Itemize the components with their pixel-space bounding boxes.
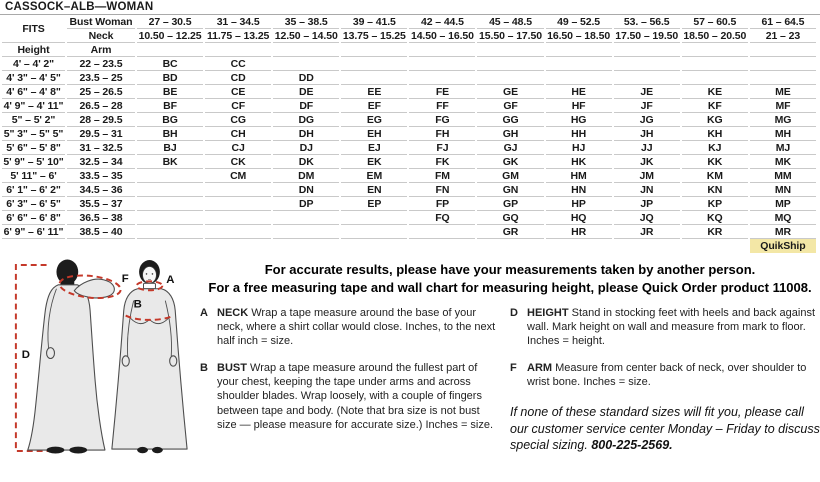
instruction-term: BUST <box>217 362 247 375</box>
height-cell: 5" 3" – 5" 5" <box>3 127 64 140</box>
size-cell: FQ <box>409 211 475 225</box>
neck-range-cell: 21 – 23 <box>750 29 816 43</box>
size-cell: KF <box>682 99 748 113</box>
size-cell-quickship: EJ <box>341 141 407 155</box>
size-cell: CJ <box>205 141 271 155</box>
bust-range-cell: 27 – 30.5 <box>137 15 203 29</box>
intro-note-line2: For a free measuring tape and wall chart for measuring height, please Quick Order product 11008. <box>208 279 812 295</box>
arm-cell: 38.5 – 40 <box>67 225 135 239</box>
footer-spacer-cell <box>205 239 271 253</box>
arm-cell: 26.5 – 28 <box>67 99 135 113</box>
size-cell: CM <box>205 169 271 183</box>
bust-range-cell: 31 – 34.5 <box>205 15 271 29</box>
instructions-right-column <box>510 306 820 454</box>
size-cell: MF <box>750 99 816 113</box>
size-cell-unavailable <box>546 57 612 71</box>
size-cell: FE <box>409 85 475 99</box>
size-cell-quickship: CH <box>205 127 271 141</box>
size-cell-unavailable <box>682 57 748 71</box>
size-cell: GG <box>477 113 543 127</box>
bust-range-cell: 39 – 41.5 <box>341 15 407 29</box>
size-cell: BK <box>137 155 203 169</box>
size-cell-quickship: EG <box>341 113 407 127</box>
size-cell-unavailable <box>341 225 407 239</box>
size-cell-quickship: HN <box>546 183 612 197</box>
height-cell: 5' 6" – 5' 8" <box>2 141 65 155</box>
size-cell: HF <box>546 99 612 113</box>
size-cell-unavailable <box>546 71 612 85</box>
instruction-bust-text <box>217 361 500 431</box>
arm-cell: 23.5 – 25 <box>67 71 135 85</box>
arm-column-label: Arm <box>67 43 135 57</box>
neck-range-cell: 14.50 – 16.50 <box>410 29 474 42</box>
bust-range-cell: 45 – 48.5 <box>477 15 543 29</box>
front-figure-hand <box>122 356 129 366</box>
size-cell-unavailable <box>137 211 203 225</box>
size-cell: DN <box>273 183 339 197</box>
size-cell-quickship: GK <box>477 155 543 169</box>
front-figure-hand <box>170 356 177 366</box>
arm-cell: 25 – 26.5 <box>67 85 135 99</box>
height-cell: 6' 9" – 6' 11" <box>3 225 64 238</box>
instruction-arm-text <box>527 361 820 389</box>
size-cell: MH <box>750 127 816 141</box>
size-cell-unavailable <box>341 57 407 71</box>
label-f: F <box>121 272 129 285</box>
size-cell: KM <box>682 169 748 183</box>
footer-spacer-cell <box>682 239 748 253</box>
size-cell-unavailable <box>341 211 407 225</box>
size-cell: GE <box>477 85 543 99</box>
size-cell-quickship: GM <box>477 169 543 183</box>
instruction-neck <box>200 306 500 348</box>
height-cell: 4' – 4' 2" <box>2 57 65 71</box>
footer-spacer-cell <box>2 239 65 253</box>
height-cell: 5' 11" – 6' <box>2 169 65 183</box>
page-title: CASSOCK–ALB—WOMAN <box>0 0 820 15</box>
size-cell: JQ <box>614 211 680 225</box>
size-cell: EE <box>341 85 407 99</box>
size-cell-unavailable <box>341 71 407 85</box>
height-cell: 4' 3" – 4' 5" <box>2 71 65 85</box>
back-figure-hand <box>47 348 55 359</box>
size-cell-quickship: HK <box>546 155 612 169</box>
footer-spacer-cell <box>341 239 407 253</box>
footer-spacer-cell <box>409 239 475 253</box>
header-spacer-cell <box>341 43 407 57</box>
size-cell: KH <box>682 127 748 141</box>
size-cell: MG <box>750 113 816 127</box>
arm-cell: 32.5 – 34 <box>67 155 135 169</box>
size-cell-unavailable <box>409 225 475 239</box>
header-spacer-cell <box>614 43 680 57</box>
size-cell-quickship: DJ <box>273 141 339 155</box>
instruction-term: NECK <box>217 307 249 320</box>
intro-note <box>198 261 820 296</box>
size-cell: GR <box>477 225 543 239</box>
size-cell-quickship: FK <box>409 155 475 169</box>
phone-number: 800-225-2569. <box>591 438 673 453</box>
cassock-figures-illustration <box>5 259 195 461</box>
size-cell: KQ <box>682 211 748 225</box>
size-cell: MM <box>750 169 816 183</box>
instruction-body: Wrap a tape measure around the base of your neck, where a shirt collar would close. Inches, to the next half inch = size. <box>217 307 496 348</box>
front-figure-collar <box>144 283 156 288</box>
size-cell: JM <box>614 169 680 183</box>
height-cell: 5' 9" – 5' 10" <box>3 155 64 168</box>
size-cell: KP <box>682 197 748 211</box>
instruction-letter-d: D <box>510 307 518 320</box>
size-cell: KK <box>682 155 748 169</box>
neck-range-cell: 10.50 – 12.25 <box>138 29 202 42</box>
size-cell: BD <box>137 71 203 85</box>
instruction-body: Stand in stocking feet with heels and back against wall. Mark height on wall and measure from mark to floor. Inches = height. <box>527 307 815 348</box>
size-cell-unavailable <box>477 57 543 71</box>
size-cell-quickship: FH <box>409 127 475 141</box>
size-cell: DE <box>273 85 339 99</box>
instruction-bust <box>200 361 500 431</box>
size-cell: CC <box>205 57 271 71</box>
height-cell: 6' 3" – 6' 5" <box>2 197 65 211</box>
special-sizing-note <box>510 404 820 454</box>
label-d: D <box>21 349 31 362</box>
size-cell: JK <box>614 155 680 169</box>
size-cell: EN <box>341 183 407 197</box>
header-spacer-cell <box>477 43 543 57</box>
size-cell-unavailable <box>409 57 475 71</box>
instruction-neck-text <box>217 306 500 348</box>
footer-spacer-cell <box>477 239 543 253</box>
front-figure-foot <box>137 447 148 453</box>
bust-range-cell: 42 – 44.5 <box>409 15 475 29</box>
arm-cell: 34.5 – 36 <box>67 183 135 197</box>
size-cell: BG <box>137 113 203 127</box>
size-cell: MK <box>750 155 816 169</box>
size-cell-unavailable <box>750 57 816 71</box>
size-cell: MP <box>750 197 816 211</box>
header-spacer-cell <box>205 43 271 57</box>
size-cell: CK <box>205 155 271 169</box>
back-figure-robe <box>28 285 105 450</box>
size-cell: HH <box>546 127 612 141</box>
size-cell-unavailable <box>205 183 271 197</box>
size-cell: JH <box>614 127 680 141</box>
size-cell-unavailable <box>273 57 339 71</box>
instruction-letter-f: F <box>510 362 517 375</box>
size-cell: JJ <box>614 141 680 155</box>
bust-range-cell: 61 – 64.5 <box>750 15 816 29</box>
footer-spacer-cell <box>614 239 680 253</box>
size-cell: DM <box>273 169 339 183</box>
size-cell: CE <box>205 85 271 99</box>
size-cell: DP <box>273 197 339 211</box>
size-cell-quickship: FM <box>409 169 475 183</box>
size-cell: KN <box>682 183 748 197</box>
size-cell: FG <box>409 113 475 127</box>
neck-range-cell: 13.75 – 15.25 <box>342 29 406 42</box>
neck-range-cell: 18.50 – 20.50 <box>683 29 747 42</box>
instruction-letter-b: B <box>200 362 208 375</box>
neck-range-cell: 17.50 – 19.50 <box>615 29 679 42</box>
size-cell-quickship: EM <box>341 169 407 183</box>
size-cell: HP <box>546 197 612 211</box>
footer-spacer-cell <box>67 239 135 253</box>
height-cell: 4' 6" – 4' 8" <box>2 85 65 99</box>
footer-spacer-cell <box>546 239 612 253</box>
header-spacer-cell <box>750 43 816 57</box>
size-cell-unavailable <box>205 197 271 211</box>
height-column-label: Height <box>2 43 65 57</box>
arm-cell: 31 – 32.5 <box>67 141 135 155</box>
front-figure <box>112 260 187 453</box>
size-cell: MR <box>750 225 816 239</box>
size-cell: KG <box>682 113 748 127</box>
size-cell: BF <box>137 99 203 113</box>
size-cell: MJ <box>750 141 816 155</box>
size-cell: HJ <box>546 141 612 155</box>
size-cell-quickship: FJ <box>409 141 475 155</box>
arm-cell: 35.5 – 37 <box>67 197 135 211</box>
bust-range-cell: 53. – 56.5 <box>614 15 680 29</box>
size-cell-unavailable <box>273 225 339 239</box>
size-cell-quickship: EH <box>341 127 407 141</box>
intro-note-line1: For accurate results, please have your measurements taken by another person. <box>264 262 756 277</box>
size-cell: CF <box>205 99 271 113</box>
special-sizing-text: If none of these standard sizes will fit you, please call our customer service center Monday – Friday to discuss special sizing. <box>510 405 820 453</box>
size-cell-quickship: CG <box>205 113 271 127</box>
instruction-body: Wrap a tape measure around the fullest part of your chest, keeping the tape under arms and across shoulder blades. Wrap loosely, with a couple of fingers between tape and body. (Note that bra size is not bust size — please measure for accurate size.) Inches = size. <box>217 362 494 431</box>
measuring-section <box>0 253 820 466</box>
instruction-term: ARM <box>527 362 553 375</box>
size-cell: FP <box>409 197 475 211</box>
size-cell: HE <box>546 85 612 99</box>
height-cell: 4' 9" – 4' 11" <box>3 99 64 112</box>
size-cell: BC <box>137 57 203 71</box>
size-cell: DD <box>273 71 339 85</box>
size-cell: MN <box>750 183 816 197</box>
arm-cell: 33.5 – 35 <box>67 169 135 183</box>
arm-cell: 22 – 23.5 <box>67 57 135 71</box>
measurement-figure <box>0 257 198 466</box>
size-cell-unavailable <box>137 197 203 211</box>
size-cell-quickship: EK <box>341 155 407 169</box>
size-cell: EP <box>341 197 407 211</box>
front-figure-foot <box>152 447 163 453</box>
label-b: B <box>133 298 142 311</box>
header-spacer-cell <box>682 43 748 57</box>
arm-cell: 36.5 – 38 <box>67 211 135 225</box>
footer-spacer-cell <box>273 239 339 253</box>
front-figure-eye <box>152 273 154 275</box>
instruction-term: HEIGHT <box>527 307 569 320</box>
bust-range-cell: 35 – 38.5 <box>273 15 339 29</box>
arm-cell: 28 – 29.5 <box>67 113 135 127</box>
size-cell: JP <box>614 197 680 211</box>
size-cell-quickship: DK <box>273 155 339 169</box>
height-cell: 6' 6" – 6' 8" <box>2 211 65 225</box>
front-figure-eye <box>146 273 148 275</box>
back-figure <box>28 260 115 454</box>
size-cell: MQ <box>750 211 816 225</box>
size-cell-unavailable <box>273 211 339 225</box>
footer-spacer-cell <box>137 239 203 253</box>
size-cell-quickship: HM <box>546 169 612 183</box>
size-cell: EF <box>341 99 407 113</box>
header-spacer-cell <box>546 43 612 57</box>
measuring-instructions <box>198 257 820 466</box>
size-cell: KR <box>682 225 748 239</box>
size-cell: BJ <box>137 141 203 155</box>
header-spacer-cell <box>409 43 475 57</box>
size-cell-quickship: FN <box>409 183 475 197</box>
size-cell-unavailable <box>205 225 271 239</box>
size-cell: KJ <box>682 141 748 155</box>
size-cell-unavailable <box>137 225 203 239</box>
size-cell-quickship: GN <box>477 183 543 197</box>
instruction-height <box>510 306 820 348</box>
size-cell: JN <box>614 183 680 197</box>
size-cell: BH <box>137 127 203 141</box>
arm-cell: 29.5 – 31 <box>67 127 135 141</box>
fits-cell: FITS <box>2 15 65 43</box>
bust-woman-label: Bust Woman <box>67 15 135 29</box>
size-cell: HG <box>546 113 612 127</box>
size-cell-unavailable <box>614 71 680 85</box>
size-cell: BE <box>137 85 203 99</box>
size-cell-unavailable <box>614 57 680 71</box>
quikship-badge: QuikShip <box>750 239 816 253</box>
header-spacer-cell <box>137 43 203 57</box>
size-cell-unavailable <box>137 169 203 183</box>
back-figure-foot <box>47 447 65 454</box>
size-cell: JF <box>614 99 680 113</box>
size-cell: JE <box>614 85 680 99</box>
neck-range-cell: 16.50 – 18.50 <box>547 29 611 42</box>
size-cell: HQ <box>546 211 612 225</box>
bust-range-cell: 57 – 60.5 <box>682 15 748 29</box>
neck-label: Neck <box>67 29 135 43</box>
size-cell: ME <box>750 85 816 99</box>
height-cell: 5" – 5' 2" <box>2 113 65 127</box>
size-cell: JR <box>614 225 680 239</box>
size-cell-unavailable <box>477 71 543 85</box>
size-cell-quickship: DH <box>273 127 339 141</box>
size-cell-unavailable <box>205 211 271 225</box>
size-cell: KE <box>682 85 748 99</box>
size-cell: GQ <box>477 211 543 225</box>
height-cell: 6' 1" – 6' 2" <box>2 183 65 197</box>
size-cell: GH <box>477 127 543 141</box>
bust-range-cell: 49 – 52.5 <box>546 15 612 29</box>
neck-range-cell: 11.75 – 13.25 <box>206 29 270 42</box>
size-cell-unavailable <box>682 71 748 85</box>
size-cell-quickship: GJ <box>477 141 543 155</box>
size-cell: JG <box>614 113 680 127</box>
back-figure-foot <box>69 447 87 454</box>
size-cell-unavailable <box>409 71 475 85</box>
size-cell: FF <box>409 99 475 113</box>
size-chart-table <box>0 15 818 253</box>
size-cell-unavailable <box>750 71 816 85</box>
size-cell-quickship: DG <box>273 113 339 127</box>
size-cell: HR <box>546 225 612 239</box>
instruction-letter-a: A <box>200 307 208 320</box>
instruction-height-text <box>527 306 820 348</box>
size-cell: DF <box>273 99 339 113</box>
size-cell: GP <box>477 197 543 211</box>
label-a: A <box>166 273 175 286</box>
front-figure-robe <box>112 289 187 449</box>
neck-range-cell: 12.50 – 14.50 <box>274 29 338 42</box>
neck-range-cell: 15.50 – 17.50 <box>479 29 542 42</box>
instruction-body: Measure from center back of neck, over shoulder to wrist bone. Inches = size. <box>527 362 807 389</box>
instruction-arm <box>510 361 820 389</box>
header-spacer-cell <box>273 43 339 57</box>
back-figure-raised-arm <box>74 279 114 298</box>
size-cell-unavailable <box>137 183 203 197</box>
size-cell: GF <box>477 99 543 113</box>
size-cell: CD <box>205 71 271 85</box>
instructions-left-column <box>200 306 500 454</box>
